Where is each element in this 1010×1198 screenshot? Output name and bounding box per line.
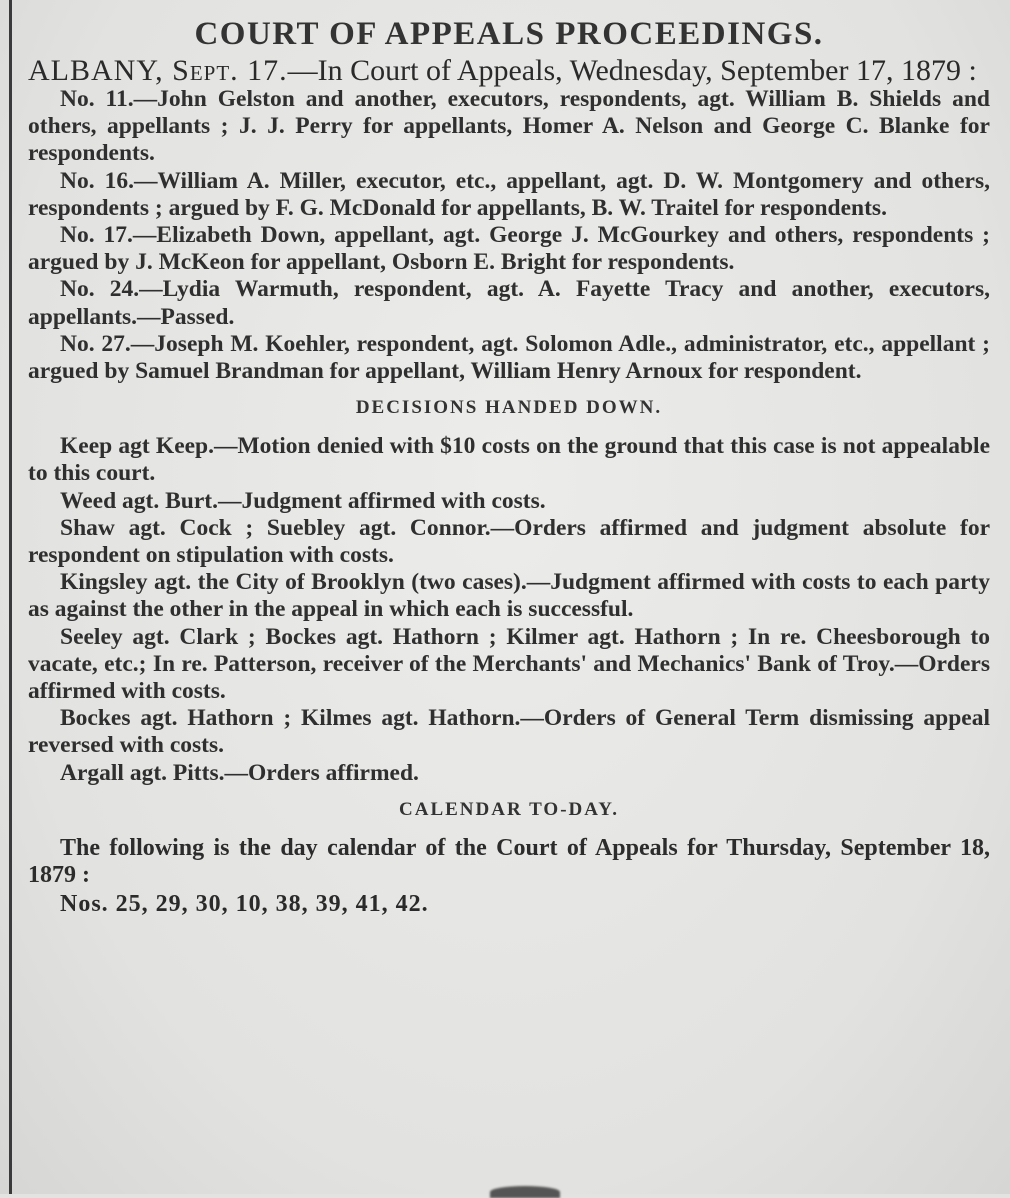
column-rule (9, 0, 12, 1194)
dateline (28, 56, 990, 86)
decisions-heading: DECISIONS HANDED DOWN. (355, 397, 663, 419)
dateline-place: ALBANY, Sept. 17. (28, 54, 288, 87)
case-entry: No. 24.—Lydia Warmuth, respondent, agt. A. Fayette Tracy and another, executors, appellants.—Passed. (28, 276, 990, 330)
calendar-numbers: Nos. 25, 29, 30, 10, 38, 39, 41, 42. (60, 890, 429, 917)
decision-entry: Seeley agt. Clark ; Bockes agt. Hathorn ; Kilmer agt. Hathorn ; In re. Cheesborough to vacate, etc.; In re. Patterson, receiver of the Merchants' and Mechanics' Bank of Troy.—Orders affirmed with costs. (28, 623, 990, 705)
headline: COURT OF APPEALS PROCEEDINGS. (194, 16, 824, 52)
calendar-intro: The following is the day calendar of the Court of Appeals for Thursday, September 18, 1879 : (28, 834, 990, 888)
next-article-fragment (490, 1186, 560, 1198)
case-entry: No. 16.—William A. Miller, executor, etc., appellant, agt. D. W. Montgomery and others, respondents ; argued by F. G. McDonald for appellants, B. W. Traitel for respondents. (28, 167, 990, 221)
dateline-text: —In Court of Appeals, Wednesday, September 17, 1879 : (287, 54, 977, 87)
decision-entry: Kingsley agt. the City of Brooklyn (two cases).—Judgment affirmed with costs to each party as against the other in the appeal in which each is successful. (28, 569, 990, 623)
calendar-heading: CALENDAR TO-DAY. (399, 798, 619, 820)
decision-entry: Shaw agt. Cock ; Suebley agt. Connor.—Orders affirmed and judgment absolute for respondent on stipulation with costs. (28, 514, 990, 569)
decision-entry: Keep agt Keep.—Motion denied with $10 costs on the ground that this case is not appealable to this court. (28, 433, 990, 487)
decision-entry: Argall agt. Pitts.—Orders affirmed. (60, 759, 419, 786)
case-entry: No. 27.—Joseph M. Koehler, respondent, agt. Solomon Adle., administrator, etc., appellant ; argued by Samuel Brandman for appellant, William Henry Arnoux for respondent. (28, 330, 990, 385)
decision-entry: Bockes agt. Hathorn ; Kilmes agt. Hathorn.—Orders of General Term dismissing appeal reversed with costs. (28, 705, 990, 759)
case-entry: No. 17.—Elizabeth Down, appellant, agt. George J. McGourkey and others, respondents ; argued by J. McKeon for appellant, Osborn E. Bright for respondents. (28, 222, 990, 276)
article-column (28, 14, 990, 919)
case-entry: No. 11.—John Gelston and another, executors, respondents, agt. William B. Shields and others, appellants ; J. J. Perry for appellants, Homer A. Nelson and George C. Blanke for respondents. (28, 86, 990, 167)
decision-entry: Weed agt. Burt.—Judgment affirmed with costs. (60, 487, 546, 514)
